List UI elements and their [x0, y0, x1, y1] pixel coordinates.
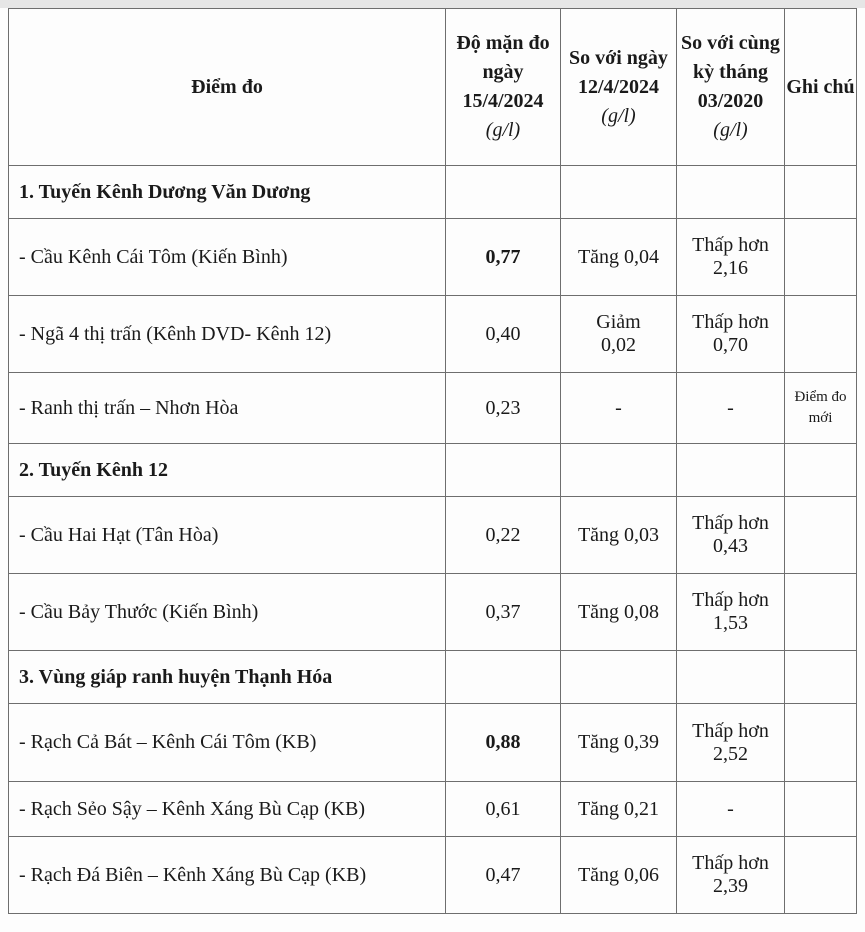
note-value — [785, 704, 857, 782]
section-row — [9, 166, 857, 219]
point-name: - Ranh thị trấn – Nhơn Hòa — [9, 373, 446, 444]
header-salinity-unit: (g/l) — [485, 119, 521, 141]
vs-prev-value: Tăng 0,21 — [561, 782, 677, 837]
table-row — [9, 704, 857, 782]
vs-prev-value: Tăng 0,03 — [561, 497, 677, 574]
empty-cell — [446, 166, 561, 219]
empty-cell — [446, 651, 561, 704]
point-name: - Ngã 4 thị trấn (Kênh DVD- Kênh 12) — [9, 296, 446, 373]
salinity-value: 0,37 — [446, 574, 561, 651]
table-row — [9, 782, 857, 837]
salinity-value: 0,23 — [446, 373, 561, 444]
empty-cell — [446, 444, 561, 497]
vs-prev-value: Tăng 0,08 — [561, 574, 677, 651]
empty-cell — [677, 444, 785, 497]
point-name: - Cầu Kênh Cái Tôm (Kiến Bình) — [9, 219, 446, 296]
vs-prev-value: Tăng 0,06 — [561, 837, 677, 914]
point-name: - Rạch Đá Biên – Kênh Xáng Bù Cạp (KB) — [9, 837, 446, 914]
table-row — [9, 574, 857, 651]
empty-cell — [677, 166, 785, 219]
point-name: - Rạch Cả Bát – Kênh Cái Tôm (KB) — [9, 704, 446, 782]
section-title: 2. Tuyến Kênh 12 — [9, 444, 446, 497]
section-row — [9, 651, 857, 704]
section-row — [9, 444, 857, 497]
salinity-value: 0,61 — [446, 782, 561, 837]
salinity-value: 0,77 — [446, 219, 561, 296]
table-row — [9, 219, 857, 296]
header-vs-prev-unit: (g/l) — [601, 104, 636, 127]
header-vs-2020-unit: (g/l) — [713, 119, 748, 141]
table-row — [9, 296, 857, 373]
header-vs-12-4 — [561, 9, 677, 166]
header-salinity-label: Độ mặn đo ngày 15/4/2024 — [456, 32, 550, 112]
point-name: - Rạch Sẻo Sậy – Kênh Xáng Bù Cạp (KB) — [9, 782, 446, 837]
vs-2020-value: Thấp hơn 0,43 — [677, 497, 785, 574]
vs-2020-value: Thấp hơn 1,53 — [677, 574, 785, 651]
salinity-value: 0,22 — [446, 497, 561, 574]
top-edge-shadow — [0, 0, 865, 8]
vs-2020-value: Thấp hơn 0,70 — [677, 296, 785, 373]
vs-2020-value: Thấp hơn 2,39 — [677, 837, 785, 914]
note-value — [785, 497, 857, 574]
salinity-table — [8, 8, 857, 914]
vs-2020-value: Thấp hơn 2,52 — [677, 704, 785, 782]
empty-cell — [785, 166, 857, 219]
vs-2020-value: Thấp hơn 2,16 — [677, 219, 785, 296]
header-vs-2020 — [677, 9, 785, 166]
vs-2020-value: - — [677, 782, 785, 837]
empty-cell — [677, 651, 785, 704]
empty-cell — [561, 651, 677, 704]
point-name: - Cầu Hai Hạt (Tân Hòa) — [9, 497, 446, 574]
empty-cell — [561, 166, 677, 219]
header-note: Ghi chú — [785, 9, 857, 166]
note-value — [785, 837, 857, 914]
table-header-row — [9, 9, 857, 166]
vs-prev-value: - — [561, 373, 677, 444]
salinity-value: 0,88 — [446, 704, 561, 782]
empty-cell — [785, 651, 857, 704]
salinity-value: 0,40 — [446, 296, 561, 373]
empty-cell — [785, 444, 857, 497]
section-title: 3. Vùng giáp ranh huyện Thạnh Hóa — [9, 651, 446, 704]
note-value: Điểm đo mới — [785, 373, 857, 444]
table-row — [9, 373, 857, 444]
point-name: - Cầu Bảy Thước (Kiến Bình) — [9, 574, 446, 651]
header-vs-prev-label: So với ngày 12/4/2024 — [569, 46, 668, 98]
note-value — [785, 574, 857, 651]
vs-prev-value: Tăng 0,04 — [561, 219, 677, 296]
table-row — [9, 497, 857, 574]
vs-2020-value: - — [677, 373, 785, 444]
section-title: 1. Tuyến Kênh Dương Văn Dương — [9, 166, 446, 219]
note-value — [785, 782, 857, 837]
header-salinity-15-4 — [446, 9, 561, 166]
table-row — [9, 837, 857, 914]
empty-cell — [561, 444, 677, 497]
salinity-value: 0,47 — [446, 837, 561, 914]
note-value — [785, 219, 857, 296]
vs-prev-value: Giảm 0,02 — [561, 296, 677, 373]
header-vs-2020-label: So với cùng kỳ tháng 03/2020 — [681, 32, 780, 112]
header-measuring-point: Điểm đo — [9, 9, 446, 166]
note-value — [785, 296, 857, 373]
vs-prev-value: Tăng 0,39 — [561, 704, 677, 782]
